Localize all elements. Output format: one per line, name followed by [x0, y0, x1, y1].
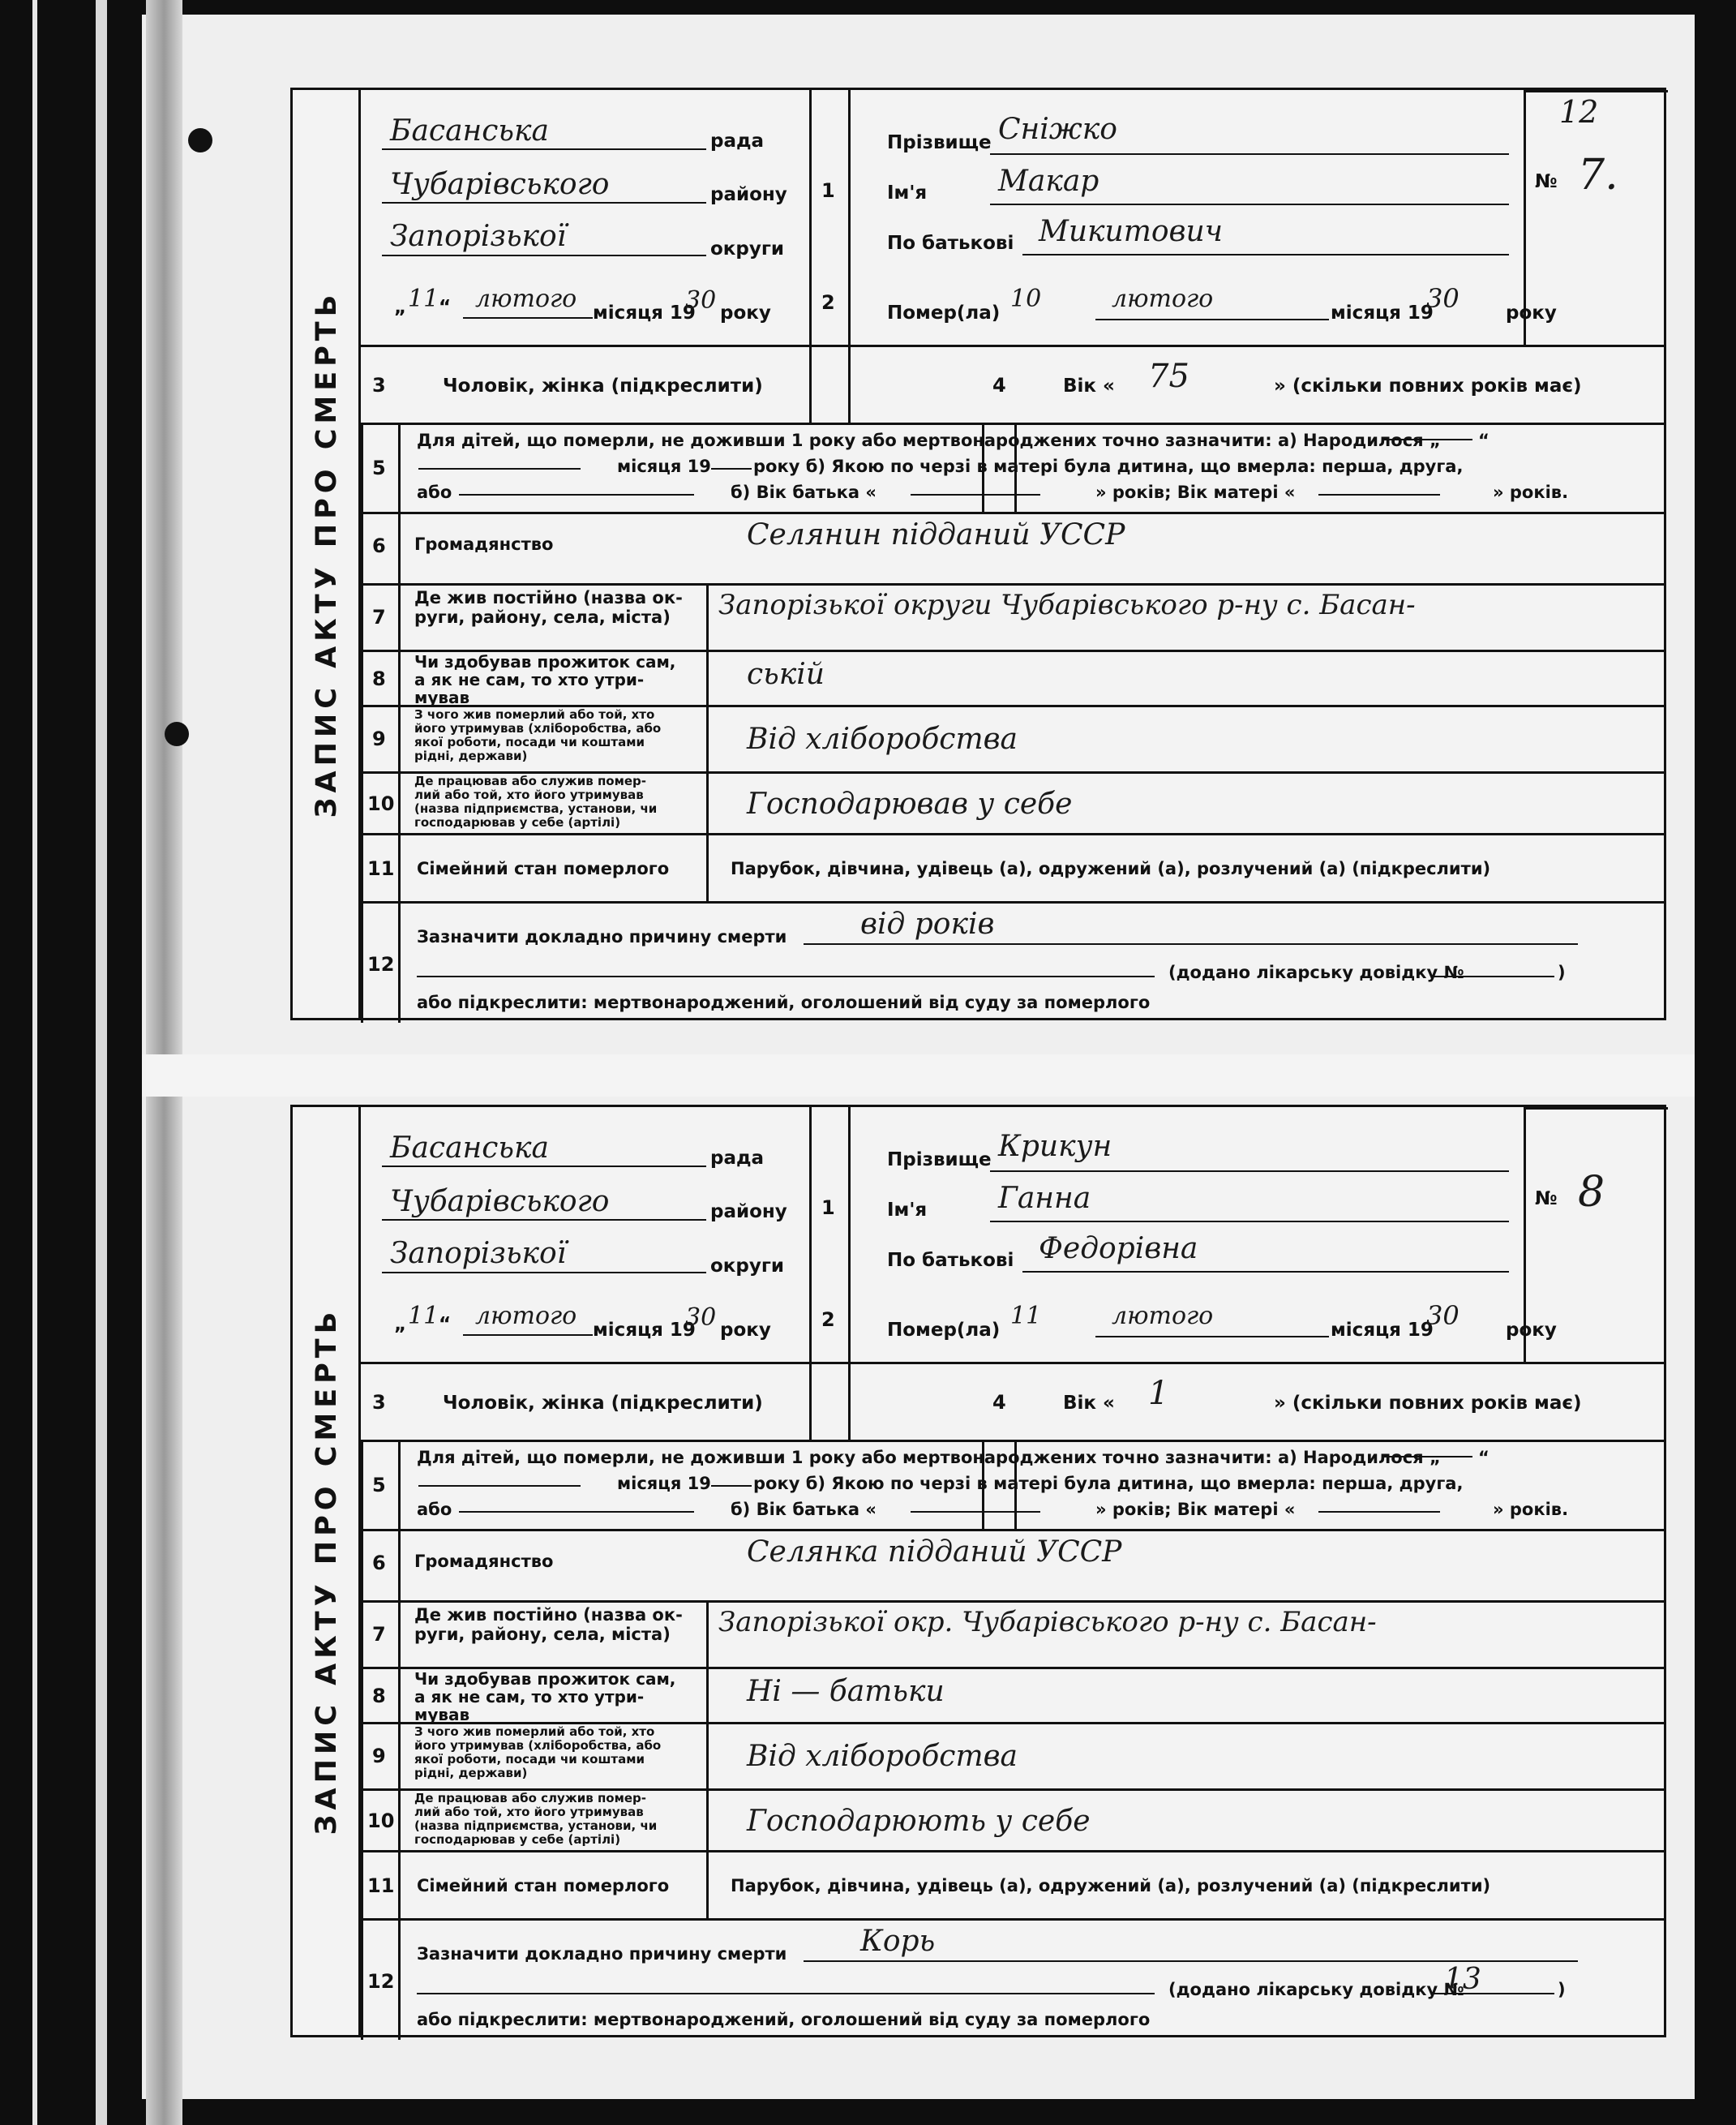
row-number: 10	[367, 1809, 395, 1832]
died-day-handwritten: 11	[1010, 1302, 1042, 1330]
row-number: 6	[372, 534, 386, 557]
work-label: Де працював або служив помер- лий або той, хто його утримував (назва підприємства, установи, чи господарював у себе (артілі)	[414, 774, 658, 830]
row-number: 4	[992, 374, 1006, 397]
district-handwritten: Чубарівського	[390, 168, 610, 201]
row-number: 10	[367, 792, 395, 815]
citizenship-handwritten: Селянка підданий УССР	[747, 1535, 1122, 1569]
row-number: 8	[372, 668, 386, 690]
row-number: 9	[372, 1745, 386, 1767]
cause-line2: або підкреслити: мертвонароджений, оголошений від суду за померлого	[417, 993, 1151, 1012]
district-label: району	[710, 1201, 787, 1222]
row-number: 7	[372, 606, 386, 629]
cert-label: (додано лікарську довідку №	[1168, 1980, 1464, 1999]
council-label: рада	[710, 131, 765, 152]
page-number-handwritten: 12	[1559, 94, 1599, 130]
citizenship-handwritten: Селянин підданий УССР	[747, 518, 1125, 552]
form-title: ЗАПИС АКТУ ПРО СМЕРТЬ	[311, 290, 343, 818]
citizenship-label: Громадянство	[414, 534, 554, 554]
age-handwritten: 1	[1148, 1375, 1169, 1412]
row-number: 2	[821, 1308, 835, 1331]
district-label: району	[710, 184, 787, 205]
children-line2b: року б) Якою по черзі в матері була дитина, що вмерла: перша, друга,	[753, 457, 1464, 476]
row-number: 4	[992, 1391, 1006, 1414]
work-label: Де працював або служив помер- лий або той, хто його утримував (назва підприємства, установи, чи господарював у себе (артілі)	[414, 1791, 658, 1847]
punch-hole	[188, 128, 212, 152]
reg-day-handwritten: 11	[408, 285, 439, 313]
cause-label: Зазначити докладно причину смерти	[417, 927, 787, 947]
record-number-handwritten: 7.	[1578, 151, 1618, 200]
patronymic-handwritten: Микитович	[1039, 215, 1224, 248]
name-label: Ім'я	[887, 1200, 928, 1221]
surname-handwritten: Крикун	[998, 1130, 1112, 1163]
row-number: 8	[372, 1685, 386, 1707]
died-year-label: року	[1506, 303, 1557, 324]
name-handwritten: Ганна	[998, 1182, 1091, 1215]
support-handwritten: ській	[747, 658, 825, 691]
sex-label: Чоловік, жінка (підкреслити)	[443, 376, 763, 397]
row-number: 5	[372, 1474, 386, 1496]
binding-edge	[32, 0, 37, 2125]
marital-options: Парубок, дівчина, удівець (а), одружений (а), розлучений (а) (підкреслити)	[731, 1876, 1491, 1895]
support-handwritten: Ні — батьки	[747, 1675, 945, 1708]
reg-year-label: року	[720, 303, 771, 324]
support-label: Чи здобував прожиток сам, а як не сам, то хто утри- мував	[414, 652, 676, 707]
patronymic-handwritten: Федорівна	[1039, 1232, 1198, 1265]
cert-label: (додано лікарську довідку №	[1168, 963, 1464, 982]
support-label: Чи здобував прожиток сам, а як не сам, то хто утри- мував	[414, 1669, 676, 1724]
side-title	[293, 1107, 361, 2035]
died-year-handwritten: 30	[1426, 1300, 1460, 1331]
cause-line2: або підкреслити: мертвонароджений, оголошений від суду за померлого	[417, 2010, 1151, 2029]
died-year-handwritten: 30	[1426, 283, 1460, 314]
reg-month-handwritten: лютого	[475, 285, 577, 313]
died-month-label: місяця 19	[1331, 1320, 1434, 1341]
died-day-handwritten: 10	[1010, 285, 1042, 313]
row-number: 12	[367, 953, 395, 976]
children-line3b: б) Вік батька «	[731, 483, 877, 502]
row-number: 1	[821, 1196, 835, 1219]
okrug-label: округи	[710, 1256, 785, 1277]
source-label: З чого жив померлий або той, хто його утримував (хліборобства, або якої роботи, посади чи коштами рідні, держави)	[414, 707, 662, 763]
children-line3b: б) Вік батька «	[731, 1500, 877, 1519]
reg-month-handwritten: лютого	[475, 1302, 577, 1330]
children-line3c: » років; Вік матері «	[1095, 1500, 1296, 1519]
form-title: ЗАПИС АКТУ ПРО СМЕРТЬ	[311, 1307, 343, 1835]
children-line3c: » років; Вік матері «	[1095, 483, 1296, 502]
council-handwritten: Басанська	[390, 1131, 549, 1165]
children-line2: місяця 19	[617, 1474, 711, 1493]
row-number: 6	[372, 1552, 386, 1574]
death-record-form-1: ЗАПИС АКТУ ПРО СМЕРТЬ Басанська рада Чубарівського району Запорізької округи „ 11 “ лютого місяця 19 30 року 1 2 Прізвище Сніжко Ім'я Макар По батькові Микитович № 7. 12 Помер(ла) 10 лютого місяця 19 30 року 3 Чоловік, жінка (підкреслити) 4 Вік « 75 » (скільки повних років має) 5 Для дітей, що померли, не доживши 1 року або мертвонароджених точно зазначити: а) Народилося „ “ місяця 19 року б) Якою по черзі в матері була дитина, що вмерла: перша, друга, або б) Вік батька « » років; Вік матері « » років. 6 Громадянство Селянин підданий УССР 7 Де жив постійно (назва ок- руги, району, села, міста) Запорізької округи Чубарівського р-ну с. Басан- 8 Чи здобував прожиток сам, а як не сам, то хто утри- мував ській 9 З чого жив померлий або той, хто його утримував (хліборобства, або якої роботи, посади чи коштами рідні, держави) Від хліборобства 10 Де працював або служив помер- лий або той, хто його утримував (назва підприємства, установи, чи господарював у себе (артілі) Господарював у себе 11 Сімейний стан померлого Парубок, дівчина, удівець (а), одружений (а), розлучений (а) (підкреслити) 12 Зазначити докладно причину смерти від років (додано лікарську довідку № ) або підкреслити: мертвонароджений, оголошений від суду за померлого	[290, 88, 1666, 1020]
reg-month-label: місяця 19	[593, 1320, 696, 1341]
reg-year-handwritten: 30	[685, 1303, 717, 1332]
residence-label: Де жив постійно (назва ок- руги, району, села, міста)	[414, 1605, 683, 1644]
age-suffix: » (скільки повних років має)	[1274, 1393, 1582, 1414]
children-line3d: » років.	[1493, 483, 1569, 502]
citizenship-label: Громадянство	[414, 1552, 554, 1571]
binding-edge	[96, 0, 107, 2125]
surname-label: Прізвище	[887, 1149, 992, 1170]
source-label: З чого жив померлий або той, хто його утримував (хліборобства, або якої роботи, посади чи коштами рідні, держави)	[414, 1724, 662, 1780]
reg-year-label: року	[720, 1320, 771, 1341]
died-year-label: року	[1506, 1320, 1557, 1341]
cert-handwritten: 13	[1444, 1963, 1481, 1996]
row-number: 12	[367, 1970, 395, 1993]
children-line1: Для дітей, що померли, не доживши 1 року або мертвонароджених точно зазначити: а) Народилося „	[417, 1448, 1441, 1467]
surname-label: Прізвище	[887, 132, 992, 153]
died-month-handwritten: лютого	[1112, 285, 1214, 313]
row-number: 1	[821, 179, 835, 202]
reg-year-handwritten: 30	[685, 286, 717, 315]
cause-handwritten: Корь	[860, 1925, 936, 1958]
children-line2b: року б) Якою по черзі в матері була дитина, що вмерла: перша, друга,	[753, 1474, 1464, 1493]
record-number-handwritten: 8	[1578, 1168, 1605, 1217]
residence-handwritten: Запорізької округи Чубарівського р-ну с. Басан-	[718, 589, 1416, 621]
patronymic-label: По батькові	[887, 233, 1014, 254]
age-label: Вік «	[1063, 376, 1115, 397]
death-record-form-2: ЗАПИС АКТУ ПРО СМЕРТЬ Басанська рада Чубарівського району Запорізької округи „ 11 “ лютого місяця 19 30 року 1 2 Прізвище Крикун Ім'я Ганна По батькові Федорівна № 8 Помер(ла) 11 лютого місяця 19 30 року 3 Чоловік, жінка (підкреслити) 4 Вік « 1 » (скільки повних років має) 5 Для дітей, що померли, не доживши 1 року або мертвонароджених точно зазначити: а) Народилося „ “ місяця 19 року б) Якою по черзі в матері була дитина, що вмерла: перша, друга, або б) Вік батька « » років; Вік матері « » років. 6 Громадянство Селянка підданий УССР 7 Де жив постійно (назва ок- руги, району, села, міста) Запорізької окр. Чубарівського р-ну с. Басан- 8 Чи здобував прожиток сам, а як не сам, то хто утри- мував Ні — батьки 9 З чого жив померлий або той, хто його утримував (хліборобства, або якої роботи, посади чи коштами рідні, держави) Від хліборобства 10 Де працював або служив помер- лий або той, хто його утримував (назва підприємства, установи, чи господарював у себе (артілі) Господарюють у себе 11 Сімейний стан померлого Парубок, дівчина, удівець (а), одружений (а), розлучений (а) (підкреслити) 12 Зазначити докладно причину смерти Корь (додано лікарську довідку № 13 ) або підкреслити: мертвонароджений, оголошений від суду за померлого	[290, 1105, 1666, 2037]
row-number: 5	[372, 457, 386, 479]
work-handwritten: Господарював у себе	[747, 788, 1073, 821]
row-number: 11	[367, 1874, 395, 1897]
row-number: 9	[372, 728, 386, 750]
cause-label: Зазначити докладно причину смерти	[417, 1944, 787, 1964]
surname-handwritten: Сніжко	[998, 113, 1117, 146]
okrug-handwritten: Запорізької	[390, 220, 567, 253]
children-line1: Для дітей, що померли, не доживши 1 року або мертвонароджених точно зазначити: а) Народилося „	[417, 431, 1441, 450]
died-month-label: місяця 19	[1331, 303, 1434, 324]
children-line2: місяця 19	[617, 457, 711, 476]
reg-day-handwritten: 11	[408, 1302, 439, 1330]
died-label: Помер(ла)	[887, 1320, 1001, 1341]
children-line3a: або	[417, 483, 452, 502]
age-label: Вік «	[1063, 1393, 1115, 1414]
work-handwritten: Господарюють у себе	[747, 1805, 1091, 1838]
punch-hole	[165, 722, 189, 746]
age-handwritten: 75	[1148, 358, 1189, 395]
row-number: 3	[372, 374, 386, 397]
row-number: 2	[821, 291, 835, 314]
okrug-label: округи	[710, 238, 785, 260]
marital-label: Сімейний стан померлого	[417, 1876, 670, 1895]
row-number: 3	[372, 1391, 386, 1414]
name-label: Ім'я	[887, 182, 928, 204]
record-number-label: №	[1535, 171, 1558, 192]
row-number: 11	[367, 857, 395, 880]
children-line3a: або	[417, 1500, 452, 1519]
record-number-label: №	[1535, 1188, 1558, 1209]
marital-options: Парубок, дівчина, удівець (а), одружений (а), розлучений (а) (підкреслити)	[731, 859, 1491, 878]
council-handwritten: Басанська	[390, 114, 549, 148]
residence-handwritten: Запорізької окр. Чубарівського р-ну с. Басан-	[718, 1606, 1377, 1638]
died-month-handwritten: лютого	[1112, 1302, 1214, 1330]
page-divider	[142, 1054, 1695, 1097]
scan-border	[0, 0, 142, 2125]
residence-label: Де жив постійно (назва ок- руги, району, села, міста)	[414, 588, 683, 627]
sex-label: Чоловік, жінка (підкреслити)	[443, 1393, 763, 1414]
okrug-handwritten: Запорізької	[390, 1237, 567, 1270]
reg-month-label: місяця 19	[593, 303, 696, 324]
side-title	[293, 90, 361, 1018]
district-handwritten: Чубарівського	[390, 1185, 610, 1218]
cause-handwritten: від років	[860, 908, 995, 941]
children-line3d: » років.	[1493, 1500, 1569, 1519]
died-label: Помер(ла)	[887, 303, 1001, 324]
age-suffix: » (скільки повних років має)	[1274, 376, 1582, 397]
patronymic-label: По батькові	[887, 1250, 1014, 1271]
source-handwritten: Від хліборобства	[747, 723, 1018, 756]
source-handwritten: Від хліборобства	[747, 1740, 1018, 1773]
council-label: рада	[710, 1148, 765, 1169]
name-handwritten: Макар	[998, 165, 1099, 198]
row-number: 7	[372, 1623, 386, 1646]
marital-label: Сімейний стан померлого	[417, 859, 670, 878]
